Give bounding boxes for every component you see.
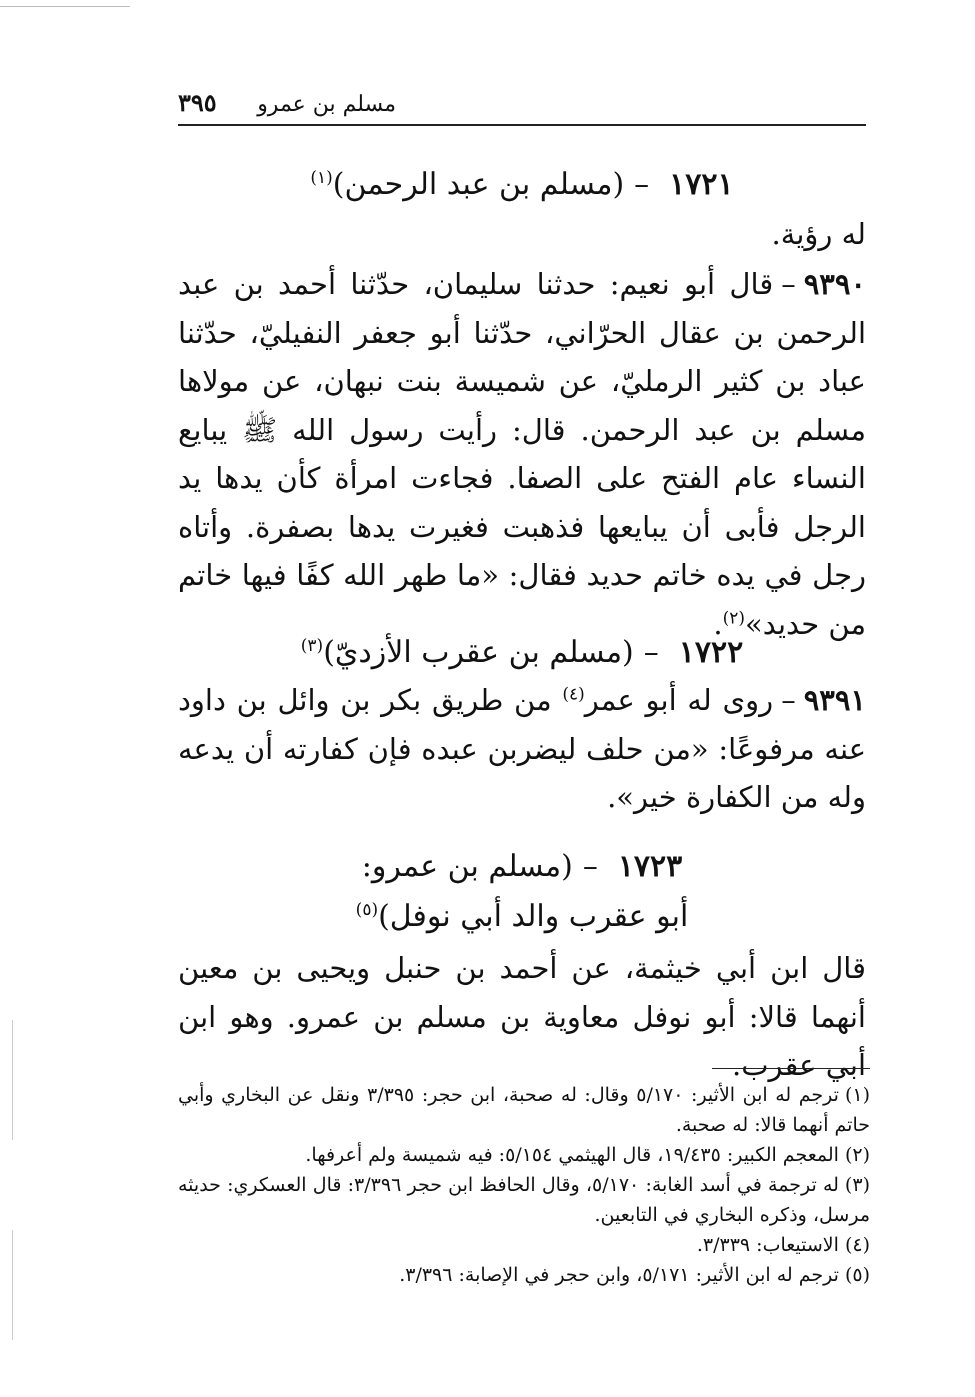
footnote-ref: (١) bbox=[310, 168, 333, 188]
footnote-ref: (٢) bbox=[722, 607, 745, 628]
hadith-9390 bbox=[178, 260, 866, 648]
scan-edge-mark bbox=[12, 1230, 13, 1340]
footnote-ref: (٥) bbox=[355, 900, 379, 920]
entry-heading: ١٧٢٣–(مسلم بن عمرو: bbox=[361, 849, 683, 884]
entry-heading: ١٧٢١–(مسلم بن عبد الرحمن)$^{(١)}$ bbox=[310, 167, 734, 202]
hadith-9391 bbox=[178, 676, 866, 822]
header-rule bbox=[178, 124, 866, 126]
entry-name-continued: أبو عقرب والد أبي نوفل) bbox=[378, 899, 689, 934]
scan-edge-mark bbox=[12, 1020, 13, 1140]
entry-note: له رؤية. bbox=[771, 217, 866, 251]
footnote-rule bbox=[712, 1068, 870, 1069]
hadith-text: ٩٣٩٠–قال أبو نعيم: حدثنا سليمان، حدّثنا أحمد بن عبد الرحمن بن عقال الحرّاني، حدّثنا أبو جعفر النفيليّ، حدّثنا عباد بن كثير الرمليّ، عن شميسة بنت نبهان، عن مولاها مسلم بن عبد الرحمن. قال: رأيت رسول الله ﷺ يبايع النساء عام الفتح على الصفا. فجاءت امرأة كأن يدها يد الرجل فأبى أن يبايعها فذهبت فغيرت يدها بصفرة. وأتاه رجل في يده خاتم حديد فقال: «ما طهر الله كفًا فيها خاتم من حديد»$^{(٢)}$. bbox=[178, 267, 866, 641]
entry-body: قال ابن أبي خيثمة، عن أحمد بن حنبل ويحيى بن معين أنهما قالا: أبو نوفل معاوية بن مسلم بن عمرو. وهو ابن أبي عقرب. bbox=[178, 951, 866, 1082]
scan-edge-mark bbox=[0, 6, 130, 7]
running-header bbox=[178, 86, 866, 126]
page-number: ٣٩٥ bbox=[178, 88, 217, 117]
footnote: (٣)له ترجمة في أسد الغابة: ٥/١٧٠، وقال الحافظ ابن حجر ٣/٣٩٦: قال العسكري: حديثه مرسل، وذكره البخاري في التابعين. bbox=[178, 1174, 870, 1226]
footnote: (٤)الاستيعاب: ٣/٣٣٩. bbox=[696, 1234, 870, 1256]
hadith-number: ٩٣٩٠ bbox=[803, 267, 866, 301]
footnote-ref: (٣) bbox=[300, 636, 324, 656]
hadith-text: ٩٣٩١–روى له أبو عمر$^{(٤)}$ من طريق بكر بن وائل بن داود عنه مرفوعًا: «من حلف ليضربن عبده فإن كفارته أن يدعه وله من الكفارة خير». bbox=[178, 683, 866, 814]
entry-1722 bbox=[178, 628, 866, 678]
entry-number: ١٧٢٣ bbox=[617, 849, 683, 884]
footnote: (٥)ترجم له ابن الأثير: ٥/١٧١، وابن حجر في الإصابة: ٣/٣٩٦. bbox=[399, 1264, 870, 1286]
footnote: (١)ترجم له ابن الأثير: ٥/١٧٠ وقال: له صحبة، ابن حجر: ٣/٣٩٥ ونقل عن البخاري وأبي حاتم أنهما قالا: له صحبة. bbox=[178, 1084, 870, 1136]
entry-name: (مسلم بن عقرب الأزديّ) bbox=[323, 635, 634, 670]
entry-heading-line2 bbox=[178, 892, 866, 942]
entry-heading: ١٧٢٢–(مسلم بن عقرب الأزديّ)$^{(٣)}$ bbox=[300, 635, 744, 670]
hadith-body-continued: من طريق بكر بن وائل بن داود عنه مرفوعًا: «من حلف ليضربن عبده فإن كفارته أن يدعه وله من الكفارة خير». bbox=[178, 683, 866, 814]
footnotes bbox=[178, 1080, 870, 1290]
hadith-body: روى له أبو عمر bbox=[584, 683, 774, 717]
entry-number: ١٧٢١ bbox=[669, 167, 734, 202]
entry-number: ١٧٢٢ bbox=[678, 635, 744, 670]
hadith-number: ٩٣٩١ bbox=[803, 683, 866, 717]
running-title: مسلم بن عمرو bbox=[257, 92, 396, 117]
entry-1721 bbox=[178, 160, 866, 259]
footnote-ref: (٤) bbox=[562, 684, 585, 705]
entry-name: (مسلم بن عبد الرحمن) bbox=[332, 167, 625, 202]
entry-1723 bbox=[178, 842, 866, 942]
footnote: (٢)المعجم الكبير: ١٩/٤٣٥، قال الهيثمي ٥/١٥٤: فيه شميسة ولم أعرفها. bbox=[305, 1144, 870, 1166]
hadith-body: قال أبو نعيم: حدثنا سليمان، حدّثنا أحمد بن عبد الرحمن بن عقال الحرّاني، حدّثنا أبو جعفر النفيليّ، حدّثنا عباد بن كثير الرمليّ، عن شميسة بنت نبهان، عن مولاها مسلم بن عبد الرحمن. قال: رأيت رسول الله ﷺ يبايع النساء عام الفتح على الصفا. فجاءت امرأة كأن يدها يد الرجل فأبى أن يبايعها فذهبت فغيرت يدها بصفرة. وأتاه رجل في يده خاتم حديد فقال: «ما طهر الله كفًا فيها خاتم من حديد» bbox=[178, 267, 866, 641]
entry-name: (مسلم بن عمرو: bbox=[361, 849, 573, 884]
